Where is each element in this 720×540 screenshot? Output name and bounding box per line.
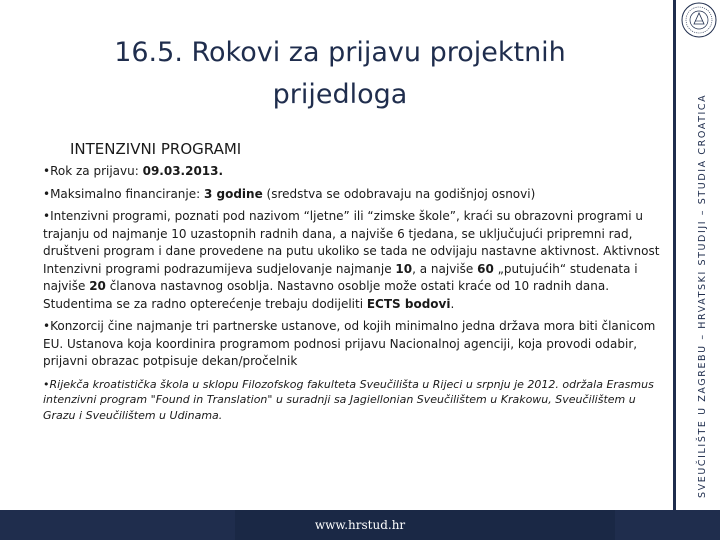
slide-content: [43, 163, 663, 428]
slide-title-line1: 16.5. Rokovi za prijavu projektnih: [114, 37, 566, 68]
funding-value: 3 godine: [203, 186, 263, 201]
intensive-text-c: „putujućih“ studenata i najviše: [43, 261, 638, 293]
intensive-ects: ECTS bodovi: [366, 296, 451, 311]
section-heading: INTENZIVNI PROGRAMI: [70, 140, 242, 158]
intensive-text-b: , a najviše: [412, 261, 478, 276]
intensive-min-students: 10: [395, 261, 413, 276]
intensive-staff-count: 20: [89, 279, 106, 293]
bullet-consortium: •Konzorcij čine najmanje tri partnerske ustanove, od kojih minimalno jedna država mora biti članicom EU. Ustanova koja koordinira programom podnosi prijavu Nacionalnoj agenciji, koja provodi odabir, prijavni obrazac potpisuje dekan/pročelnik: [43, 319, 656, 368]
sidebar-band: [672, 0, 720, 510]
university-seal-icon: [681, 2, 717, 38]
deadline-label: •Rok za prijavu:: [43, 164, 143, 178]
bullet-note: •Rijekča kroatistička škola u sklopu Filozofskog fakulteta Sveučilišta u Rijeci u srpnju je 2012. održala Erasmus intenzivni program "Found in Translation" u suradnji sa Jagiellonian Sveučilištem u Krakowu, Sveučilištem u Grazu i Sveučilištem u Udinama.: [43, 377, 654, 422]
footer-url: www.hrstud.hr: [314, 518, 406, 532]
bullet-deadline: [43, 163, 663, 181]
intensive-max-students: 60: [477, 261, 494, 276]
funding-label: •Maksimalno financiranje:: [43, 186, 204, 201]
bullet-intensive-programs: [43, 208, 663, 313]
deadline-value: 09.03.2013.: [142, 164, 224, 178]
funding-note: (sredstva se odobravaju na godišnjoj osnovi): [262, 186, 536, 201]
intensive-text-e: .: [450, 296, 455, 311]
slide-title: [40, 32, 640, 116]
intensive-text-d: članova nastavnog osoblja. Nastavno osoblje može ostati kraće od 10 radnih dana. Studentima se za radno opterećenje trebaju dodijeliti: [43, 279, 610, 311]
sidebar-institution-text: SVEUČILIŠTE U ZAGREBU – HRVATSKI STUDIJI – STUDIA CROATICA: [697, 93, 708, 498]
slide-title-line2: prijedloga: [272, 79, 408, 110]
bullet-funding: [43, 186, 663, 204]
intensive-text-a: •Intenzivni programi, poznati pod nazivom “ljetne” ili “zimske škole”, kraći su obrazovni programi u trajanju od najmanje 10 uzastopnih radnih dana, a najviše 6 tjedana, se uključujući pripremni rad, društveni program i dane provedene na putu ukoliko se tada ne odvijaju nastavne aktivnost. Aktivnost Intenzivni programi podrazumijeva sudjelovanje najmanje: [43, 209, 660, 276]
sidebar-divider: [673, 0, 676, 510]
